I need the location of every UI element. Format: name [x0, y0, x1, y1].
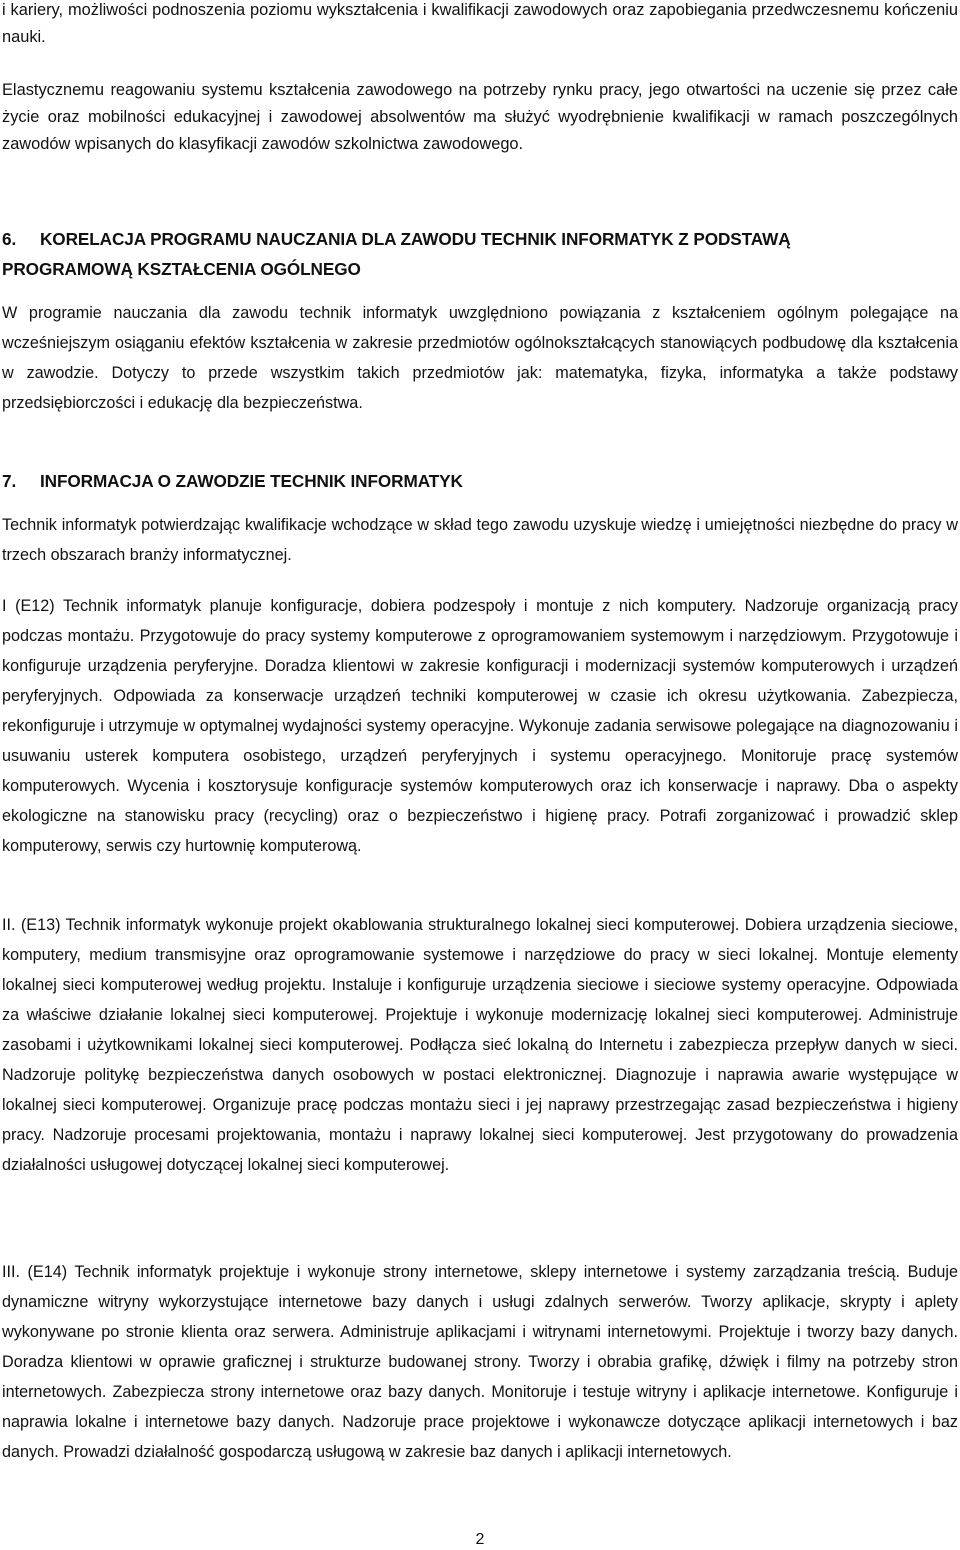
section-6-title-line-2: PROGRAMOWĄ KSZTAŁCENIA OGÓLNEGO: [2, 259, 361, 279]
section-7-title: INFORMACJA O ZAWODZIE TECHNIK INFORMATYK: [40, 471, 463, 491]
section-6-body: W programie nauczania dla zawodu technik informatyk uwzględniono powiązania z kształceniem ogólnym polegające na wcześniejszym osiąganiu efektów kształcenia w zakresie przedmiotów ogólnokształcących stanowiących podbudowę dla kształcenia w zawodzie. Dotyczy to przede wszystkim takich przedmiotów jak: matematyka, fizyka, informatyka a także podstawy przedsiębiorczości i edukację dla bezpieczeństwa.: [2, 304, 958, 412]
section-6-title-line-1: KORELACJA PROGRAMU NAUCZANIA DLA ZAWODU TECHNIK INFORMATYK Z PODSTAWĄ: [40, 229, 791, 249]
page-number: 2: [475, 1531, 485, 1548]
qualification-e13-paragraph: II. (E13) Technik informatyk wykonuje projekt okablowania strukturalnego lokalnej sieci komputerowej. Dobiera urządzenia sieciowe, komputery, medium transmisyjne oraz oprogramowanie systemowe i narzędziowe do pracy w sieci lokalnej. Montuje elementy lokalnej sieci komputerowej według projektu. Instaluje i konfiguruje urządzenia sieciowe i sieciowe systemy operacyjne. Odpowiada za właściwe działanie lokalnej sieci komputerowej. Projektuje i wykonuje modernizację lokalnej sieci komputerowej. Administruje zasobami i użytkownikami lokalnej sieci komputerowej. Podłącza sieć lokalną do Internetu i zabezpiecza przepływ danych w sieci. Nadzoruje politykę bezpieczeństwa danych osobowych w postaci elektronicznej. Diagnozuje i naprawia awarie występujące w lokalnej sieci komputerowej. Organizuje pracę podczas montażu sieci i jej naprawy przestrzegając zasad bezpieczeństwa i higieny pracy. Nadzoruje procesami projektowania, montażu i naprawy lokalnej sieci komputerowej. Jest przygotowany do prowadzenia działalności usługowej dotyczącej lokalnej sieci komputerowej.: [2, 916, 958, 1174]
qualification-e12-paragraph: I (E12) Technik informatyk planuje konfiguracje, dobiera podzespoły i montuje z nich komputery. Nadzoruje organizacją pracy podczas montażu. Przygotowuje do pracy systemy komputerowe z oprogramowaniem systemowym i narzędziowym. Przygotowuje i konfiguruje urządzenia peryferyjne. Doradza klientowi w zakresie konfiguracji i modernizacji systemów komputerowych i urządzeń peryferyjnych. Odpowiada za konserwacje urządzeń techniki komputerowej w czasie ich okresu użytkowania. Zabezpiecza, rekonfiguruje i utrzymuje w optymalnej wydajności systemy operacyjne. Wykonuje zadania serwisowe polegające na diagnozowaniu i usuwaniu usterek komputera osobistego, urządzeń peryferyjnych i systemu operacyjnego. Monitoruje pracę systemów komputerowych. Wycenia i kosztorysuje konfiguracje systemów komputerowych oraz ich konserwacje i naprawy. Dba o aspekty ekologiczne na stanowisku pracy (recycling) oraz o bezpieczeństwo i higienę pracy. Potrafi zorganizować i prowadzić sklep komputerowy, serwis czy hurtownię komputerową.: [2, 597, 958, 855]
qualification-e14-paragraph: III. (E14) Technik informatyk projektuje i wykonuje strony internetowe, sklepy internetowe i systemy zarządzania treścią. Buduje dynamiczne witryny wykorzystujące internetowe bazy danych i usługi zdalnych serwerów. Tworzy aplikacje, skrypty i aplety wykonywane po stronie klienta oraz serwera. Administruje aplikacjami i witrynami internetowymi. Projektuje i tworzy bazy danych. Doradza klientowi w oprawie graficznej i strukturze budowanej strony. Tworzy i obrabia grafikę, dźwięk i filmy na potrzeby stron internetowych. Zabezpiecza strony internetowe oraz bazy danych. Monitoruje i testuje witryny i aplikacje internetowe. Konfiguruje i naprawia lokalne i internetowe bazy danych. Nadzoruje prace projektowe i wykonawcze dotyczące aplikacji internetowych i baz danych. Prowadzi działalność gospodarczą usługową w zakresie baz danych i aplikacji internetowych.: [2, 1263, 958, 1461]
section-6-heading: [2, 224, 958, 284]
intro-tail-paragraph: i kariery, możliwości podnoszenia poziomu wykształcenia i kwalifikacji zawodowych oraz zapobiegania przedwczesnemu kończeniu nauki.: [2, 1, 958, 46]
section-7-intro: Technik informatyk potwierdzając kwalifikacje wchodzące w skład tego zawodu uzyskuje wiedzę i umiejętności niezbędne do pracy w trzech obszarach branży informatycznej.: [2, 516, 958, 564]
section-7-heading: [2, 466, 958, 496]
section-7-number: 7.: [2, 471, 17, 491]
section-6-number: 6.: [2, 229, 17, 249]
flexibility-paragraph: Elastycznemu reagowaniu systemu kształcenia zawodowego na potrzeby rynku pracy, jego otwartości na uczenie się przez całe życie oraz mobilności edukacyjnej i zawodowej absolwentów ma służyć wyodrębnienie kwalifikacji w ramach poszczególnych zawodów wpisanych do klasyfikacji zawodów szkolnictwa zawodowego.: [2, 81, 958, 153]
